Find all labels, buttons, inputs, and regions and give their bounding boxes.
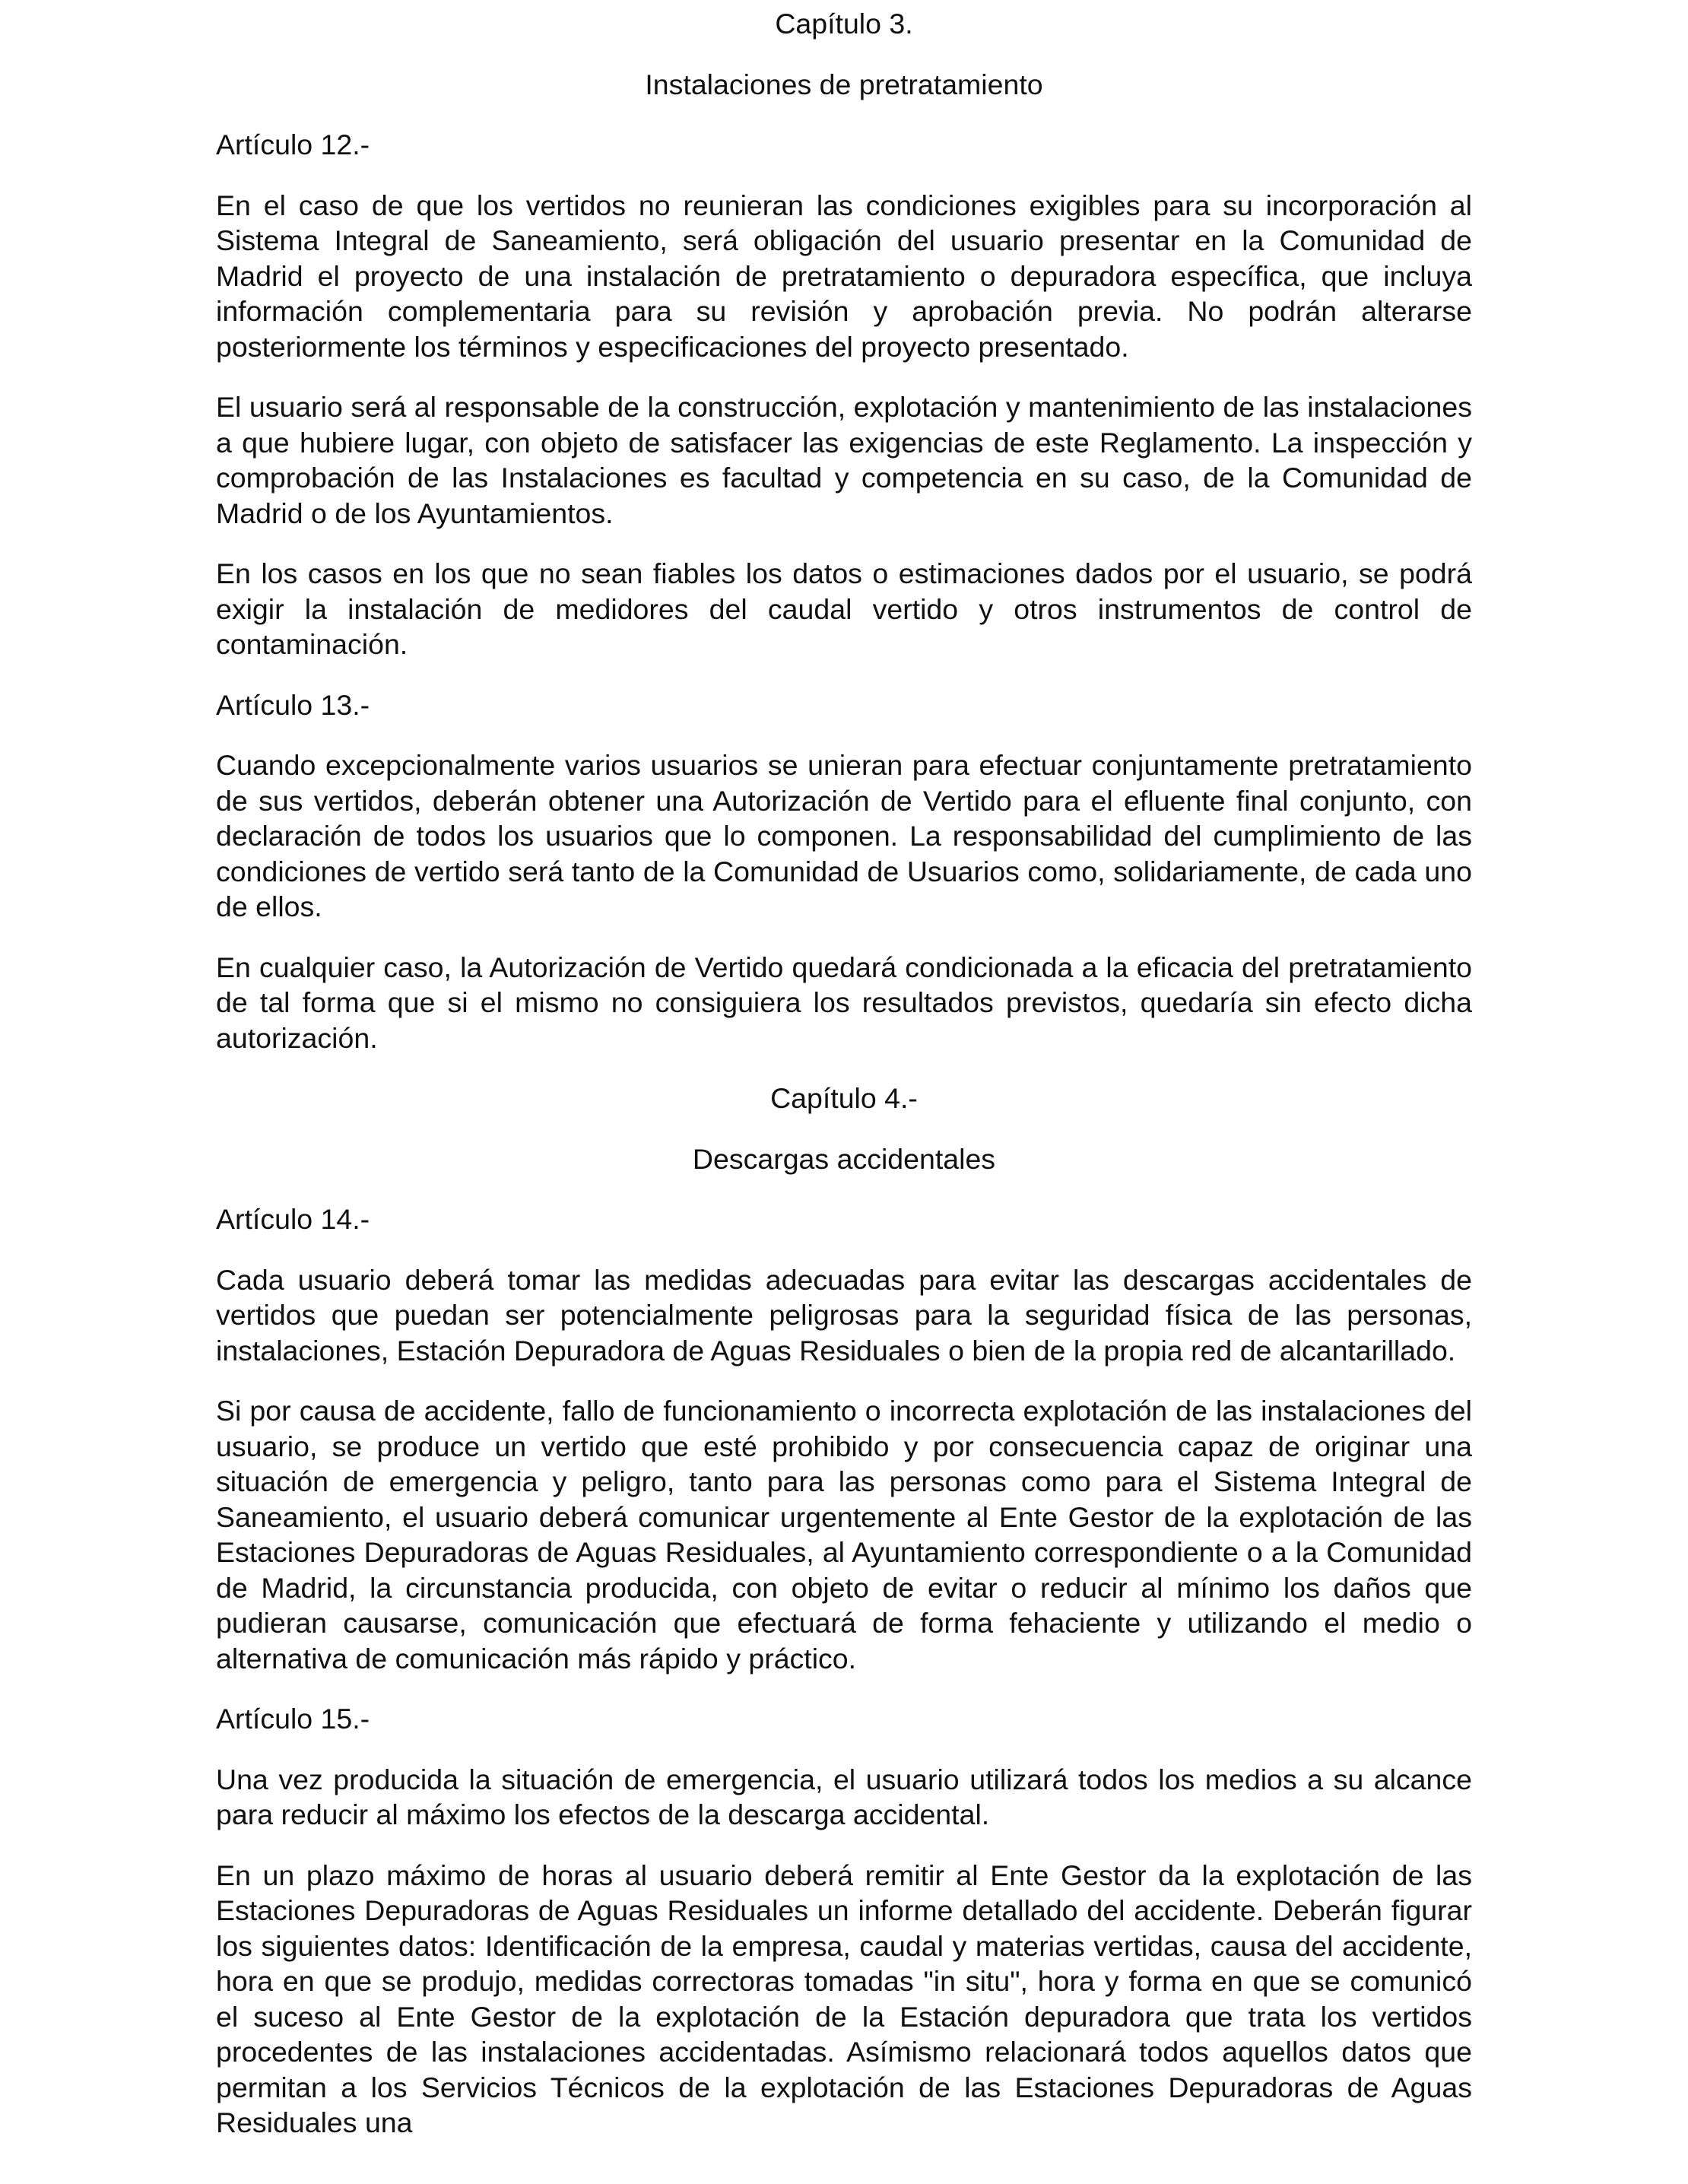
article-15-heading: Artículo 15.-	[216, 1703, 370, 1735]
article-15-paragraph-2: En un plazo máximo de horas al usuario deberá remitir al Ente Gestor da la explotación de las Estaciones Depuradoras de Aguas Residuales un informe detallado del accidente. Deberán figurar los siguientes datos: Identificación de la empresa, caudal y materias vertidas, causa del accidente, hora en que se produjo, medidas correctoras tomadas "in situ", hora y forma en que se comunicó el suceso al Ente Gestor de la explotación de la Estación depuradora que trata los vertidos procedentes de las instalaciones accidentadas. Asímismo relacionará todos aquellos datos que permitan a los Servicios Técnicos de la explotación de las Estaciones Depuradoras de Aguas Residuales una	[216, 1859, 1472, 2138]
chapter-4-subtitle: Descargas accidentales	[692, 1142, 996, 1175]
chapter-3-subtitle: Instalaciones de pretratamiento	[645, 68, 1043, 100]
article-12-heading: Artículo 12.-	[216, 129, 370, 160]
article-13-heading: Artículo 13.-	[216, 688, 370, 721]
document-page	[216, 6, 1472, 2166]
article-14-heading: Artículo 14.-	[216, 1203, 370, 1235]
article-13-paragraph-1: Cuando excepcionalmente varios usuarios se unieran para efectuar conjuntamente pretratamiento de sus vertidos, deberán obtener una Autorización de Vertido para el efluente final conjunto, con declaración de todos los usuarios que lo componen. La responsabilidad del cumplimiento de las condiciones de vertido será tanto de la Comunidad de Usuarios como, solidariamente, de cada uno de ellos.	[216, 749, 1472, 922]
chapter-4-title: Capítulo 4.-	[770, 1082, 918, 1114]
article-12-paragraph-1: En el caso de que los vertidos no reunieran las condiciones exigibles para su incorporación al Sistema Integral de Saneamiento, será obligación del usuario presentar en la Comunidad de Madrid el proyecto de una instalación de pretratamiento o depuradora específica, que incluya información complementaria para su revisión y aprobación previa. No podrán alterarse posteriormente los términos y especificaciones del proyecto presentado.	[216, 189, 1472, 363]
article-12-paragraph-2: El usuario será al responsable de la construcción, explotación y mantenimiento de las instalaciones a que hubiere lugar, con objeto de satisfacer las exigencias de este Reglamento. La inspección y comprobación de las Instalaciones es facultad y competencia en su caso, de la Comunidad de Madrid o de los Ayuntamientos.	[216, 391, 1472, 529]
article-13-paragraph-2: En cualquier caso, la Autorización de Vertido quedará condicionada a la eficacia del pretratamiento de tal forma que si el mismo no consiguiera los resultados previstos, quedaría sin efecto dicha autorización.	[216, 951, 1472, 1054]
chapter-3-title: Capítulo 3.	[775, 8, 913, 40]
article-14-paragraph-2: Si por causa de accidente, fallo de funcionamiento o incorrecta explotación de las instalaciones del usuario, se produce un vertido que esté prohibido y por consecuencia capaz de originar una situación de emergencia y peligro, tanto para las personas como para el Sistema Integral de Saneamiento, el usuario deberá comunicar urgentemente al Ente Gestor de la explotación de las Estaciones Depuradoras de Aguas Residuales, al Ayuntamiento correspondiente o a la Comunidad de Madrid, la circunstancia producida, con objeto de evitar o reducir al mínimo los daños que pudieran causarse, comunicación que efectuará de forma fehaciente y utilizando el medio o alternativa de comunicación más rápido y práctico.	[216, 1395, 1472, 1675]
article-15-paragraph-1: Una vez producida la situación de emergencia, el usuario utilizará todos los medios a su alcance para reducir al máximo los efectos de la descarga accidental.	[216, 1763, 1472, 1830]
article-14-paragraph-1: Cada usuario deberá tomar las medidas adecuadas para evitar las descargas accidentales de vertidos que puedan ser potencialmente peligrosas para la seguridad física de las personas, instalaciones, Estación Depuradora de Aguas Residuales o bien de la propia red de alcantarillado.	[216, 1263, 1472, 1367]
article-12-paragraph-3: En los casos en los que no sean fiables los datos o estimaciones dados por el usuario, se podrá exigir la instalación de medidores del caudal vertido y otros instrumentos de control de contaminación.	[216, 557, 1472, 660]
